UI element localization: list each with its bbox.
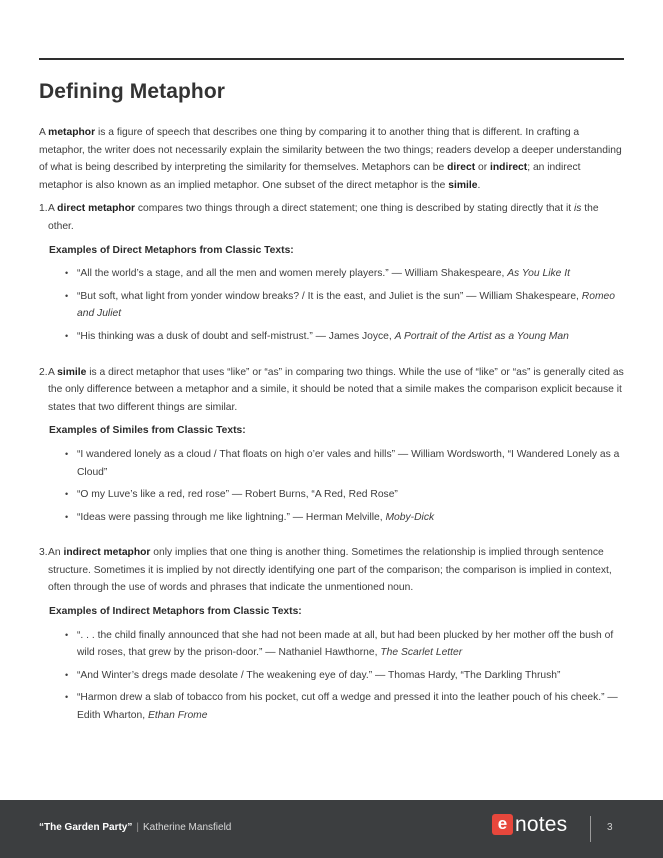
page-footer	[0, 800, 663, 858]
footer-separator: |	[136, 822, 139, 833]
section-number: 2.	[39, 366, 48, 378]
list-item: • “. . . the child finally announced that she had not been made at all, but had been plucked by her mother off the bush of wild roses, that grew by the prison-door.” — Nathaniel Hawthorne, The Scarlet Letter	[65, 627, 625, 662]
section-indirect-metaphor	[39, 544, 625, 597]
top-rule	[39, 58, 624, 60]
list-item: • “I wandered lonely as a cloud / That floats on high o’er vales and hills” — William Wordsworth, “I Wandered Lonely as a Cloud”	[65, 446, 625, 481]
footer-book-title: “The Garden Party”	[39, 822, 133, 833]
examples-heading: Examples of Indirect Metaphors from Classic Texts:	[49, 606, 302, 618]
intro-paragraph: A metaphor is a figure of speech that describes one thing by comparing it to another thing that is different. In crafting a metaphor, the writer does not necessarily explain the similarity between the two things; readers develop a deeper understanding of what is being described by interpreting the similarity for themselves. Metaphors can be direct or indirect; an indirect metaphor is also known as an implied metaphor. One subset of the direct metaphor is the simile.	[39, 127, 622, 191]
list-item: • “O my Luve’s like a red, red rose” — Robert Burns, “A Red, Red Rose”	[65, 486, 625, 504]
section-definition: A direct metaphor compares two things through a direct statement; one thing is described by stating directly that it is the other.	[48, 203, 599, 232]
enotes-wordmark: notes	[515, 813, 568, 836]
list-item: • “But soft, what light from yonder window breaks? / It is the east, and Juliet is the sun” — William Shakespeare, Romeo and Juliet	[65, 288, 625, 323]
examples-list	[39, 627, 625, 725]
enotes-e-icon: e	[492, 814, 513, 835]
section-number: 3.	[39, 547, 48, 559]
footer-citation	[39, 822, 231, 833]
page-title: Defining Metaphor	[39, 80, 226, 103]
section-simile	[39, 364, 625, 417]
list-item: • “His thinking was a dusk of doubt and self-mistrust.” — James Joyce, A Portrait of the Artist as a Young Man	[65, 328, 625, 346]
examples-list	[39, 446, 625, 526]
examples-heading: Examples of Direct Metaphors from Classic Texts:	[49, 244, 294, 256]
section-number: 1.	[39, 203, 48, 215]
list-item: • “Harmon drew a slab of tobacco from his pocket, cut off a wedge and pressed it into the leather pouch of his cheek.” — Edith Wharton, Ethan Frome	[65, 689, 625, 724]
section-definition: An indirect metaphor only implies that one thing is another thing. Sometimes the relationship is implied through sentence structure. Sometimes it is implied by not directly identifying one part of the comparison; the comparison is implied in context, often through the use of words and phrases that indicate the unmentioned noun.	[48, 547, 612, 594]
list-item: • “And Winter’s dregs made desolate / The weakening eye of day.” — Thomas Hardy, “The Darkling Thrush”	[65, 667, 625, 685]
examples-list	[39, 265, 625, 345]
page-number: 3	[607, 822, 613, 833]
section-definition: A simile is a direct metaphor that uses “like” or “as” in comparing two things. While the use of “like” or “as” is generally cited as the only difference between a metaphor and a simile, it should be noted that a simile makes the comparison explicit because it states that two different things are similar.	[48, 366, 624, 413]
footer-divider	[590, 816, 591, 842]
list-item: • “Ideas were passing through me like lightning.” — Herman Melville, Moby-Dick	[65, 509, 625, 527]
list-item: • “All the world’s a stage, and all the men and women merely players.” — William Shakespeare, As You Like It	[65, 265, 625, 283]
main-content	[39, 124, 625, 730]
enotes-logo	[492, 814, 567, 835]
footer-author: Katherine Mansfield	[142, 822, 232, 833]
section-direct-metaphor	[39, 200, 625, 235]
examples-heading: Examples of Similes from Classic Texts:	[49, 425, 246, 437]
